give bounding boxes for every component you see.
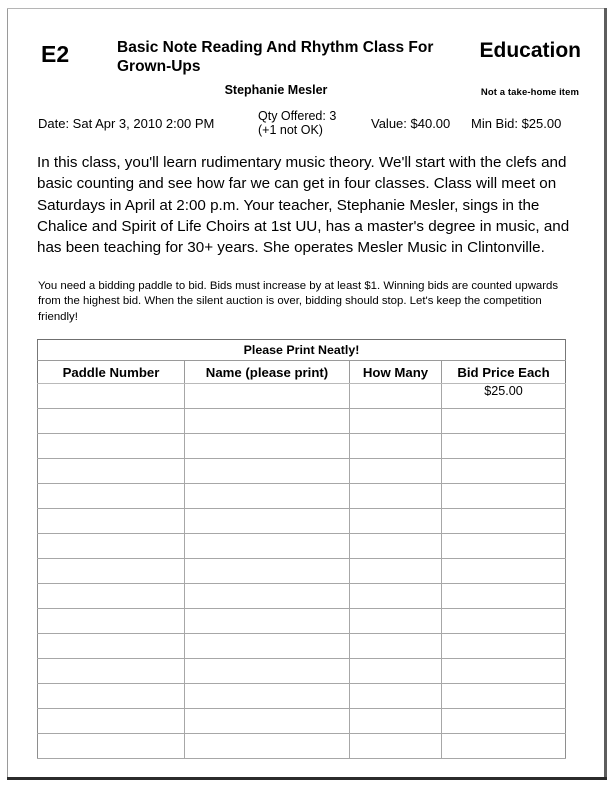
bidding-rules: You need a bidding paddle to bid. Bids must increase by at least $1. Winning bids are counted upwards from the highest bid. When the silent auction is over, bidding should stop. Let's keep the competition friendly! [38, 280, 559, 323]
item-description: In this class, you'll learn rudimentary music theory. We'll start with the clefs and basic counting and see how far we can get in four classes. Class will meet on Saturdays in April at 2:00 p.m. Your teacher, Stephanie Mesler, sings in the Chalice and Spirit of Life Choirs at 1st UU, has a master's degree in music, and has been teaching for 30+ years. She operates Mesler Music in Clintonville. [37, 154, 570, 257]
cell-bid-price[interactable] [442, 409, 566, 434]
cell-name[interactable] [185, 434, 350, 459]
bid-table-row[interactable] [38, 409, 566, 434]
bid-table-row[interactable] [38, 484, 566, 509]
page-border-top [7, 8, 605, 9]
bid-table-row[interactable] [38, 434, 566, 459]
cell-name[interactable] [185, 734, 350, 759]
cell-how-many[interactable] [350, 609, 442, 634]
page-border-right [604, 8, 607, 780]
cell-bid-price[interactable] [442, 659, 566, 684]
cell-name[interactable] [185, 659, 350, 684]
cell-name[interactable] [185, 534, 350, 559]
cell-paddle-number[interactable] [38, 409, 185, 434]
cell-bid-price[interactable] [442, 584, 566, 609]
cell-how-many[interactable] [350, 434, 442, 459]
cell-paddle-number[interactable] [38, 534, 185, 559]
cell-how-many[interactable] [350, 409, 442, 434]
cell-name[interactable] [185, 384, 350, 409]
page-border-left [7, 8, 8, 778]
cell-how-many[interactable] [350, 509, 442, 534]
cell-name[interactable] [185, 584, 350, 609]
lot-code: E2 [41, 41, 70, 67]
cell-paddle-number[interactable] [38, 584, 185, 609]
cell-bid-price[interactable] [442, 709, 566, 734]
cell-how-many[interactable] [350, 584, 442, 609]
bid-table-row[interactable] [38, 584, 566, 609]
bid-table-row[interactable] [38, 734, 566, 759]
bid-table-row[interactable] [38, 709, 566, 734]
cell-name[interactable] [185, 609, 350, 634]
cell-paddle-number[interactable] [38, 434, 185, 459]
cell-how-many[interactable] [350, 559, 442, 584]
bid-table-row[interactable] [38, 509, 566, 534]
cell-how-many[interactable] [350, 534, 442, 559]
cell-paddle-number[interactable] [38, 634, 185, 659]
bid-table-header-row [38, 361, 566, 384]
cell-how-many[interactable] [350, 484, 442, 509]
cell-paddle-number[interactable] [38, 559, 185, 584]
cell-paddle-number[interactable] [38, 659, 185, 684]
cell-bid-price[interactable] [442, 459, 566, 484]
cell-how-many[interactable] [350, 709, 442, 734]
quantity-offered [258, 109, 336, 137]
cell-paddle-number[interactable] [38, 384, 185, 409]
cell-bid-price[interactable] [442, 609, 566, 634]
cell-name[interactable] [185, 484, 350, 509]
bid-table-row[interactable] [38, 384, 566, 409]
item-meta-row [9, 110, 603, 144]
take-home-note: Not a take-home item [480, 87, 579, 98]
cell-name[interactable] [185, 684, 350, 709]
cell-how-many[interactable] [350, 734, 442, 759]
cell-bid-price[interactable] [442, 434, 566, 459]
bid-table-row[interactable] [38, 684, 566, 709]
item-title: Basic Note Reading And Rhythm Class For Grown-Ups [117, 39, 434, 75]
bid-table-row[interactable] [38, 534, 566, 559]
cell-paddle-number[interactable] [38, 484, 185, 509]
cell-paddle-number[interactable] [38, 509, 185, 534]
bid-table-row[interactable] [38, 459, 566, 484]
cell-name[interactable] [185, 634, 350, 659]
cell-how-many[interactable] [350, 384, 442, 409]
cell-paddle-number[interactable] [38, 734, 185, 759]
column-header-bid-price: Bid Price Each [442, 361, 566, 384]
cell-bid-price[interactable] [442, 534, 566, 559]
item-value: Value: $40.00 [371, 116, 451, 131]
cell-how-many[interactable] [350, 659, 442, 684]
page-border-bottom [7, 777, 607, 780]
bid-table-caption-row [38, 340, 566, 361]
qty-note-line: (+1 not OK) [258, 123, 323, 137]
sheet-content [9, 10, 603, 776]
bid-table [37, 339, 566, 759]
cell-bid-price[interactable] [442, 484, 566, 509]
cell-how-many[interactable] [350, 684, 442, 709]
cell-bid-price[interactable] [442, 509, 566, 534]
cell-bid-price[interactable] [442, 559, 566, 584]
cell-name[interactable] [185, 409, 350, 434]
event-date: Date: Sat Apr 3, 2010 2:00 PM [38, 116, 215, 131]
bid-table-row[interactable] [38, 659, 566, 684]
sheet-header [9, 10, 603, 122]
cell-bid-price[interactable] [442, 734, 566, 759]
bid-table-row[interactable] [38, 634, 566, 659]
cell-name[interactable] [185, 459, 350, 484]
cell-name[interactable] [185, 509, 350, 534]
column-header-how-many: How Many [350, 361, 442, 384]
cell-name[interactable] [185, 709, 350, 734]
cell-bid-price[interactable] [442, 634, 566, 659]
cell-how-many[interactable] [350, 459, 442, 484]
cell-paddle-number[interactable] [38, 684, 185, 709]
column-header-paddle-number: Paddle Number [38, 361, 185, 384]
cell-bid-price[interactable] [442, 684, 566, 709]
bid-table-row[interactable] [38, 609, 566, 634]
category-label: Education [479, 39, 581, 62]
cell-paddle-number[interactable] [38, 709, 185, 734]
cell-name[interactable] [185, 559, 350, 584]
qty-offered-line: Qty Offered: 3 [258, 109, 337, 123]
bid-table-row[interactable] [38, 559, 566, 584]
cell-paddle-number[interactable] [38, 459, 185, 484]
cell-how-many[interactable] [350, 634, 442, 659]
bid-table-caption: Please Print Neatly! [38, 340, 566, 361]
donor-name: Stephanie Mesler [224, 83, 328, 97]
minimum-bid: Min Bid: $25.00 [471, 116, 562, 131]
column-header-name: Name (please print) [185, 361, 350, 384]
cell-starting-bid-price[interactable]: $25.00 [442, 384, 566, 409]
cell-paddle-number[interactable] [38, 609, 185, 634]
